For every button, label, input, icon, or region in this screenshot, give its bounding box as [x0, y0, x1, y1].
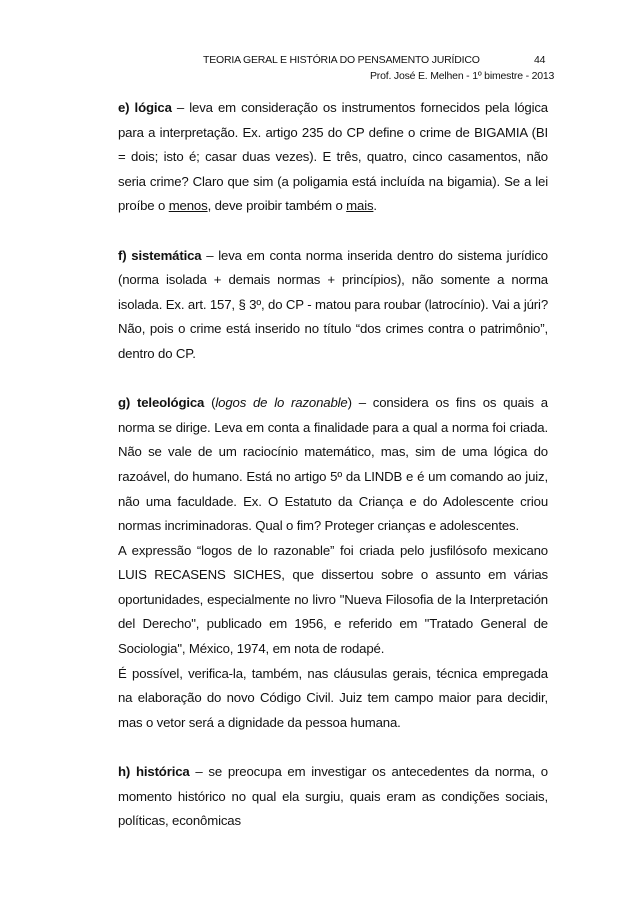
section-heading: f) sistemática	[118, 247, 202, 263]
italic-text: logos de lo razonable	[215, 395, 348, 411]
underlined-text: menos	[168, 198, 208, 214]
section-heading: h) histórica	[118, 764, 190, 780]
paragraph: A expressão “logos de lo razonable” foi criada pelo jusfilósofo mexicano LUIS RECASENS SICHES, que dissertou sobre o assunto em várias oportunidades, especialmente no livro "Nueva Filosofia de la Interpretación del Derecho", publicado em 1956, e referido em "Tratado General de Sociologia", México, 1974, em nota de rodapé.	[118, 542, 548, 657]
paragraph	[118, 244, 548, 367]
page-header	[0, 54, 638, 88]
underlined-text: mais	[346, 198, 374, 214]
paragraph-text: (	[204, 395, 216, 411]
paragraph	[118, 760, 548, 834]
paragraph-text: – leva em consideração os instrumentos fornecidos pela lógica para a interpretação. Ex. artigo 235 do CP define o crime de BIGAMIA (BI = dois; isto é; casar duas vezes). E três, quatro, cinco casamentos, não seria crime? Claro que sim (a poligamia está incluída na bigamia). Se a lei proíbe o	[118, 100, 548, 214]
header-title: TEORIA GERAL E HISTÓRIA DO PENSAMENTO JURÍDICO	[203, 54, 480, 66]
paragraph-text: – leva em conta norma inserida dentro do sistema jurídico (norma isolada + demais normas + princípios), não somente a norma isolada. Ex. art. 157, § 3º, do CP - matou para roubar (latrocínio). Vai a júri? Não, pois o crime está inserido no título “dos crimes contra o patrimônio”, dentro do CP.	[118, 247, 548, 361]
section-heading: e) lógica	[118, 100, 172, 115]
paragraph	[118, 391, 548, 539]
paragraph-text: .	[373, 198, 377, 214]
paragraph-text: – se preocupa em investigar os antecedentes da norma, o momento histórico no qual ela surgiu, quais eram as condições sociais, políticas, econômicas	[118, 764, 548, 829]
page-number: 44	[534, 54, 546, 66]
section-historica	[118, 760, 548, 834]
section-heading: g) teleológica	[118, 395, 205, 411]
document-body	[118, 96, 548, 858]
paragraph: É possível, verifica-la, também, nas cláusulas gerais, técnica empregada na elaboração do novo Código Civil. Juiz tem campo maior para decidir, mas o vetor será a dignidade da pessoa humana.	[118, 665, 548, 730]
paragraph-text: ) – considera os fins os quais a norma se dirige. Leva em conta a finalidade para a qual a norma foi criada. Não se vale de um raciocínio matemático, mas, sim de uma lógica do razoável, do humano. Está no artigo 5º da LINDB e é um comando ao juiz, não uma faculdade. Ex. O Estatuto da Criança e do Adolescente criou normas incriminadoras. Qual o fim? Proteger crianças e adolescentes.	[118, 395, 548, 534]
section-logica	[118, 96, 548, 219]
header-author: Prof. José E. Melhen - 1º bimestre - 2013	[370, 70, 555, 82]
section-sistematica	[118, 244, 548, 367]
paragraph	[118, 96, 548, 219]
paragraph-text: , deve proibir também o	[207, 198, 347, 214]
section-teleologica	[118, 391, 548, 735]
